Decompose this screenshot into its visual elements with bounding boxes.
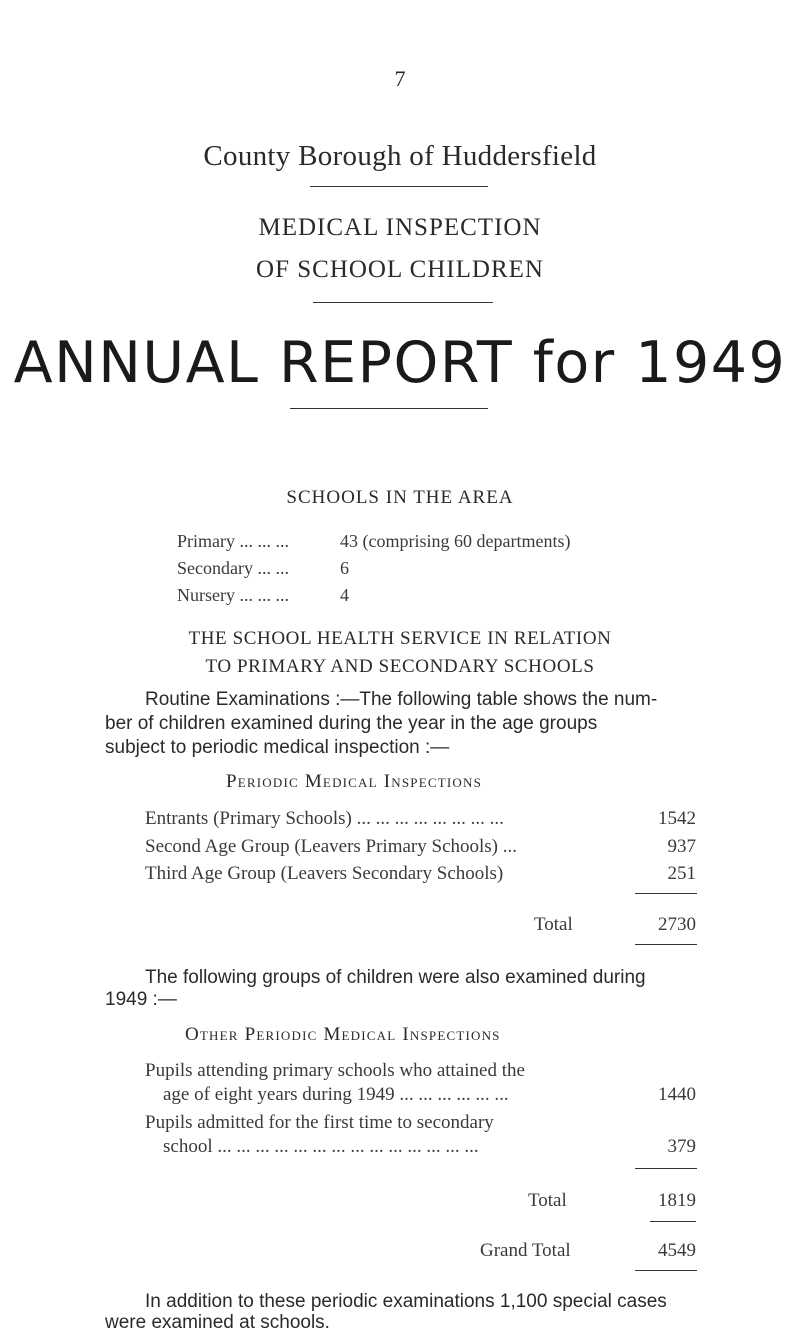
sum-rule (650, 1221, 696, 1222)
sum-rule (635, 1270, 697, 1271)
sum-rule (635, 1168, 697, 1169)
row-label: Secondary ... ... (177, 558, 289, 578)
divider (310, 186, 488, 187)
borough-title: County Borough of Huddersfield (203, 140, 597, 172)
addition-line-2: were examined at schools. (105, 1312, 330, 1333)
following-line-2: 1949 :— (105, 989, 177, 1010)
page-number: 7 (394, 66, 406, 91)
row-label: Nursery ... ... ... (177, 585, 289, 605)
periodic-row-label: Entrants (Primary Schools) ... ... ... ... ... ... ... ... (145, 808, 504, 829)
schools-row-secondary (177, 558, 677, 580)
routine-line-2: ber of children examined during the year in the age groups (105, 713, 598, 734)
routine-line-1: Routine Examinations :—The following table shows the num- (145, 689, 658, 710)
title-line-2: OF SCHOOL CHILDREN (256, 256, 544, 283)
periodic-total-value: 2730 (658, 914, 696, 935)
other-total-value: 1819 (658, 1190, 696, 1211)
sum-rule (635, 944, 697, 945)
schools-row-primary (177, 531, 677, 553)
other-heading: Other Periodic Medical Inspections (185, 1024, 501, 1045)
row-label: Primary ... ... ... (177, 531, 289, 551)
other-row-1-line-1: Pupils attending primary schools who attained the (145, 1060, 525, 1081)
periodic-row-value: 1542 (658, 808, 696, 829)
grand-total-value: 4549 (658, 1240, 696, 1261)
schools-heading: SCHOOLS IN THE AREA (286, 487, 514, 508)
addition-line-1: In addition to these periodic examinations 1,100 special cases (145, 1291, 667, 1312)
routine-line-3: subject to periodic medical inspection :— (105, 737, 450, 758)
grand-total-label: Grand Total (480, 1240, 571, 1261)
periodic-row-label: Third Age Group (Leavers Secondary Schools) (145, 863, 504, 884)
following-line-1: The following groups of children were also examined during (145, 967, 646, 988)
periodic-heading: Periodic Medical Inspections (226, 771, 482, 792)
periodic-total-label: Total (534, 914, 573, 935)
service-heading-2: TO PRIMARY AND SECONDARY SCHOOLS (205, 656, 595, 677)
row-value: 43 (comprising 60 departments) (340, 531, 571, 551)
title-line-1: MEDICAL INSPECTION (258, 214, 542, 241)
schools-row-nursery (177, 585, 677, 607)
periodic-row-label: Second Age Group (Leavers Primary Schools) ... (145, 836, 518, 857)
other-row-2-line-2: school ... ... ... ... ... ... ... ... ... ... ... ... ... ... (163, 1136, 479, 1157)
other-total-label: Total (528, 1190, 567, 1211)
periodic-row-value: 937 (667, 836, 696, 857)
row-value: 6 (340, 558, 349, 578)
divider (313, 302, 493, 303)
annual-report-title: ANNUAL REPORT for 1949 (13, 330, 787, 396)
other-row-2-line-1: Pupils admitted for the first time to secondary (145, 1112, 494, 1133)
divider (290, 408, 488, 409)
other-row-1-line-2: age of eight years during 1949 ... ... ... ... ... ... (163, 1084, 509, 1105)
sum-rule (635, 893, 697, 894)
periodic-row-value: 251 (667, 863, 696, 884)
other-row-1-value: 1440 (658, 1084, 696, 1105)
service-heading-1: THE SCHOOL HEALTH SERVICE IN RELATION (188, 628, 612, 649)
row-value: 4 (340, 585, 349, 605)
other-row-2-value: 379 (667, 1136, 696, 1157)
